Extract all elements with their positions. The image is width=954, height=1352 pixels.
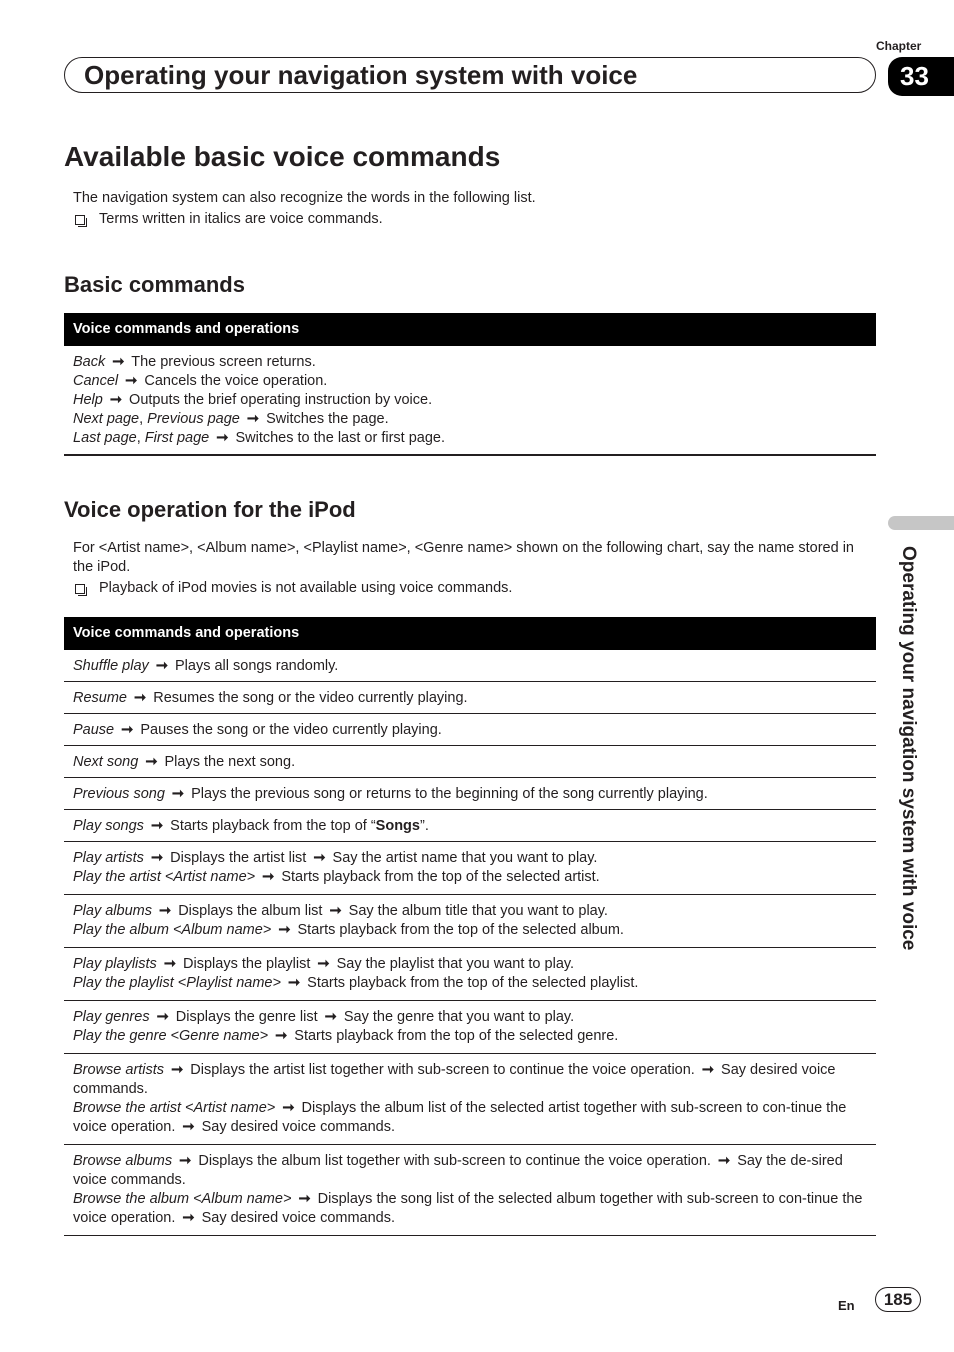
command-line [73, 410, 867, 429]
basic-commands-table [64, 313, 876, 456]
arrow-icon: ➞ [282, 1100, 295, 1116]
command-description: Say the genre that you want to play. [343, 1009, 575, 1025]
command-line [73, 974, 867, 993]
command-description: Pauses the song or the video currently playing. [140, 722, 442, 738]
command-description: Say the playlist that you want to play. [336, 956, 575, 972]
intro-note-text: Terms written in italics are voice commands. [99, 211, 383, 227]
command-description: Displays the genre list [175, 1009, 318, 1025]
arrow-icon: ➞ [313, 850, 326, 866]
command-description: Displays the playlist [183, 956, 311, 972]
arrow-icon: ➞ [145, 754, 158, 770]
arrow-icon: ➞ [216, 430, 229, 446]
ipod-commands-table [64, 617, 876, 1236]
command-description: Displays the artist list [170, 850, 307, 866]
arrow-icon: ➞ [171, 1062, 184, 1078]
command-description: Displays the album list [178, 903, 323, 919]
arrow-icon: ➞ [156, 1009, 169, 1025]
arrow-icon: ➞ [287, 975, 301, 991]
command: Play artists [73, 850, 144, 866]
arrow-icon: ➞ [155, 658, 168, 674]
arrow-icon: ➞ [182, 1119, 195, 1135]
command-description-end: ”. [419, 818, 429, 834]
command: Browse albums [73, 1153, 173, 1169]
arrow-icon: ➞ [324, 1009, 337, 1025]
chapter-label: Chapter [876, 39, 922, 53]
songs-label: Songs [375, 818, 420, 834]
command-description: Displays the song list of the selected album together with sub-screen to con-tinue the voice operation. [73, 1191, 863, 1226]
command-line [73, 1061, 867, 1099]
separator: , [136, 430, 145, 446]
table-row [64, 1145, 876, 1236]
table-header: Voice commands and operations [64, 313, 876, 346]
ipod-note [73, 579, 863, 598]
arrow-icon: ➞ [112, 354, 125, 370]
command-line [73, 902, 867, 921]
table-row [64, 842, 876, 895]
command: Cancel [73, 373, 119, 389]
command-description: Plays the previous song or returns to the beginning of the song currently playing. [191, 786, 708, 802]
command-description: Say the de-sired voice commands. [73, 1153, 843, 1188]
command-line [73, 868, 867, 887]
command-line [73, 1152, 867, 1190]
command: Pause [73, 722, 115, 738]
arrow-icon: ➞ [171, 786, 185, 802]
arrow-icon: ➞ [262, 869, 275, 885]
command-description: Say the album title that you want to play. [348, 903, 608, 919]
ipod-intro-text: For <Artist name>, <Album name>, <Playlist name>, <Genre name> shown on the following chart, say the name stored in the iPod. [73, 540, 854, 575]
command: Last page [73, 430, 137, 446]
table-header: Voice commands and operations [64, 617, 876, 650]
command-description: Cancels the voice operation. [144, 373, 328, 389]
command: Play the album <Album name> [73, 922, 272, 938]
command-description: Say desired voice commands. [201, 1210, 396, 1226]
arrow-icon: ➞ [150, 818, 164, 834]
table-row [64, 1001, 876, 1054]
command-description: Outputs the brief operating instruction by voice. [129, 392, 433, 408]
command: Play the playlist <Playlist name> [73, 975, 281, 991]
arrow-icon: ➞ [278, 922, 291, 938]
command-description: Starts playback from the top of “ [170, 818, 376, 834]
command: Previous page [147, 411, 240, 427]
command-description: Plays the next song. [164, 754, 296, 770]
arrow-icon: ➞ [298, 1191, 311, 1207]
arrow-icon: ➞ [159, 903, 172, 919]
command-line [73, 353, 867, 372]
command-description: Displays the artist list together with sub-screen to continue the voice operation. [190, 1062, 695, 1078]
arrow-icon: ➞ [701, 1062, 715, 1078]
command-description: Switches the page. [266, 411, 389, 427]
table-row [64, 682, 876, 714]
separator: , [139, 411, 148, 427]
command: Play the genre <Genre name> [73, 1028, 269, 1044]
command-description: Starts playback from the top of the selected playlist. [307, 975, 639, 991]
side-tab [888, 516, 954, 530]
command: Play the artist <Artist name> [73, 869, 256, 885]
arrow-icon: ➞ [179, 1153, 192, 1169]
table-row [64, 778, 876, 810]
table-row [64, 346, 876, 456]
note-checkbox-icon [75, 584, 85, 594]
command: First page [144, 430, 210, 446]
command-description: Switches to the last or first page. [235, 430, 446, 446]
command: Play albums [73, 903, 152, 919]
table-row [64, 810, 876, 842]
table-row [64, 1054, 876, 1145]
command: Browse the album <Album name> [73, 1191, 292, 1207]
command: Help [73, 392, 103, 408]
command-line [73, 849, 867, 868]
command: Previous song [73, 786, 165, 802]
basic-commands-heading: Basic commands [64, 272, 245, 297]
command: Browse artists [73, 1062, 165, 1078]
command-description: Displays the album list together with sub-screen to continue the voice operation. [198, 1153, 711, 1169]
table-row [64, 650, 876, 682]
command: Next page [73, 411, 140, 427]
command-line [73, 955, 867, 974]
table-row [64, 746, 876, 778]
command: Play genres [73, 1009, 150, 1025]
table-row [64, 714, 876, 746]
arrow-icon: ➞ [182, 1210, 195, 1226]
command: Back [73, 354, 106, 370]
command-description: The previous screen returns. [131, 354, 316, 370]
table-row [64, 895, 876, 948]
arrow-icon: ➞ [134, 690, 147, 706]
command-description: Plays all songs randomly. [175, 658, 339, 674]
command-line [73, 1099, 867, 1137]
command-line [73, 1008, 867, 1027]
page-number: 185 [875, 1287, 921, 1312]
command: Play songs [73, 818, 144, 834]
command-line [73, 391, 867, 410]
command-description: Displays the album list of the selected artist together with sub-screen to con-tinue the voice operation. [73, 1100, 847, 1135]
language-label: En [838, 1298, 855, 1313]
arrow-icon: ➞ [317, 956, 330, 972]
arrow-icon: ➞ [150, 850, 164, 866]
command: Browse the artist <Artist name> [73, 1100, 276, 1116]
arrow-icon: ➞ [329, 903, 342, 919]
command-description: Say desired voice commands. [73, 1062, 836, 1097]
arrow-icon: ➞ [163, 956, 176, 972]
command-line [73, 372, 867, 391]
note-checkbox-icon [75, 215, 85, 225]
header-title: Operating your navigation system with voice [84, 60, 638, 90]
command-line [73, 1190, 867, 1228]
arrow-icon: ➞ [109, 392, 123, 408]
intro-text: The navigation system can also recognize the words in the following list. [73, 190, 536, 206]
intro-section [73, 189, 873, 229]
command-description: Say desired voice commands. [201, 1119, 396, 1135]
ipod-heading: Voice operation for the iPod [64, 497, 356, 522]
command-description: Resumes the song or the video currently playing. [153, 690, 468, 706]
arrow-icon: ➞ [121, 722, 134, 738]
command: Play playlists [73, 956, 157, 972]
arrow-icon: ➞ [718, 1153, 731, 1169]
command: Shuffle play [73, 658, 149, 674]
command-description: Starts playback from the top of the selected album. [297, 922, 624, 938]
side-tab-label: Operating your navigation system with voice [898, 546, 919, 951]
ipod-note-text: Playback of iPod movies is not available using voice commands. [99, 580, 513, 596]
command-line [73, 921, 867, 940]
command-description: Starts playback from the top of the selected genre. [294, 1028, 619, 1044]
command-line [73, 1027, 867, 1046]
command: Resume [73, 690, 127, 706]
arrow-icon: ➞ [275, 1028, 288, 1044]
command-line [73, 429, 867, 448]
chapter-number: 33 [888, 57, 954, 96]
command-description: Say the artist name that you want to play. [332, 850, 598, 866]
command-description: Starts playback from the top of the selected artist. [281, 869, 600, 885]
arrow-icon: ➞ [246, 411, 260, 427]
page-title: Available basic voice commands [64, 141, 501, 172]
command: Next song [73, 754, 139, 770]
arrow-icon: ➞ [125, 373, 138, 389]
intro-note [73, 210, 873, 229]
table-row [64, 948, 876, 1001]
ipod-intro [73, 539, 863, 598]
